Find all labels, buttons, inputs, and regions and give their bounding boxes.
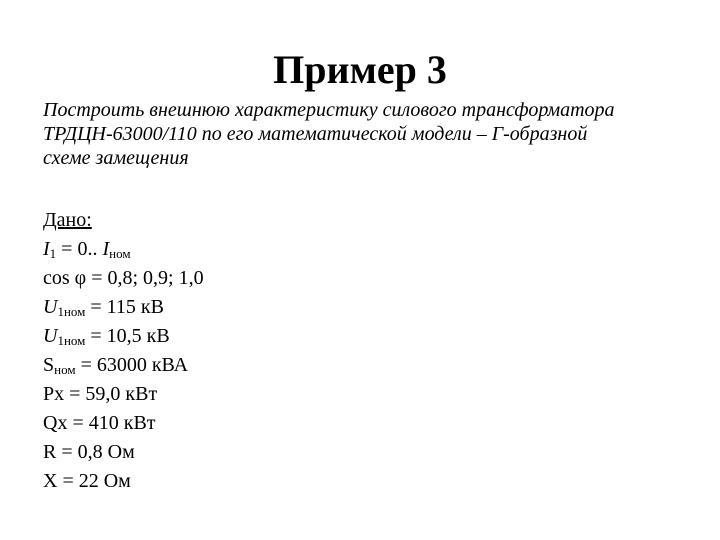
i1-symbol: I (43, 238, 50, 260)
u-symbol: U (43, 296, 58, 318)
task-statement (43, 98, 703, 170)
s-symbol: S (43, 354, 55, 376)
u-subscript: 1ном (57, 333, 86, 348)
slide-title: Пример 3 (273, 47, 447, 92)
task-line-1: Построить внешнюю характеристику силового трансформатора (43, 99, 615, 121)
given-cos-phi: cos φ = 0,8; 0,9; 1,0 (43, 267, 204, 289)
u-value: = 10,5 кВ (85, 325, 170, 347)
i1-subscript: 1 (49, 246, 57, 261)
given-px: Px = 59,0 кВт (43, 383, 158, 405)
s-subscript: ном (54, 362, 76, 377)
given-current-range (43, 235, 204, 264)
given-snom (43, 351, 204, 380)
given-x: X = 22 Ом (43, 470, 131, 492)
inom-symbol: I (102, 238, 110, 260)
given-u1nom-low (43, 322, 204, 351)
inom-subscript: ном (109, 246, 131, 261)
u-symbol: U (43, 325, 58, 347)
given-heading: Дано: (43, 209, 92, 231)
i1-text: = 0.. (56, 238, 103, 260)
u-subscript: 1ном (57, 304, 86, 319)
task-line-2: ТРДЦН-63000/110 по его математической модели – Г-образной (43, 123, 588, 145)
given-u1nom-high (43, 293, 204, 322)
u-value: = 115 кВ (85, 296, 164, 318)
s-value: = 63000 кВА (75, 354, 189, 376)
task-line-3: схеме замещения (43, 147, 189, 169)
given-r: R = 0,8 Ом (43, 441, 135, 463)
given-section (43, 206, 204, 496)
given-qx: Qx = 410 кВт (43, 412, 156, 434)
